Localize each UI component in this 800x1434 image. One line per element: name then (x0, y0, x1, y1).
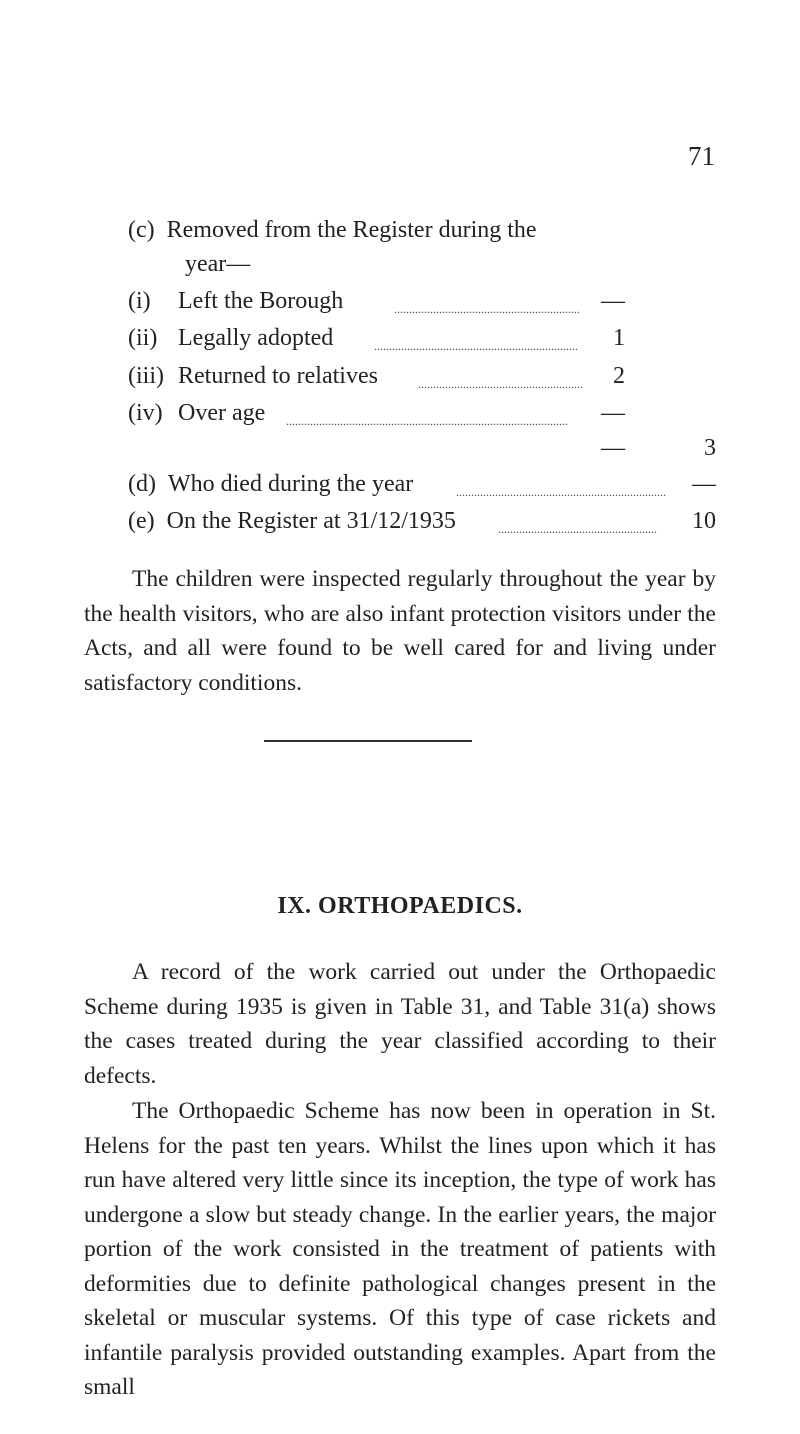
leader-dots: ..................................................... (498, 523, 657, 535)
section-c-heading (128, 215, 537, 245)
item-text: Legally adopted (178, 325, 334, 351)
section-d-value: — (692, 471, 716, 497)
subtotal-dash: — (601, 435, 625, 461)
section-e (128, 506, 456, 536)
item-value: 2 (613, 363, 625, 389)
page-number: 71 (688, 141, 715, 171)
section-c-item-ii (128, 323, 333, 353)
leader-dots: ...................................................................... (456, 486, 666, 498)
section-c-label: (c) (128, 217, 155, 243)
item-label: (i) (128, 288, 151, 314)
section-e-value: 10 (692, 508, 716, 534)
item-value: — (601, 288, 625, 314)
item-label: (iii) (128, 363, 164, 389)
paragraph-scheme: The Orthopaedic Scheme has now been in operation in St. Helens for the past ten years. Whilst the lines upon which it has run have altered very little since its inception, the type of work has undergone a slow but steady change. In the earlier years, the major portion of the work consisted in the treatment of patients with deformities due to definite pathological changes present in the skeletal or muscular systems. Of this type of case rickets and infantile paralysis provided outstanding examples. Apart from the small (84, 1098, 716, 1400)
section-c-item-iii (128, 361, 378, 391)
item-value: — (601, 400, 625, 426)
section-heading: IX. ORTHOPAEDICS. (277, 893, 523, 919)
item-text: Returned to relatives (178, 363, 378, 389)
paragraph-record: A record of the work carried out under the Orthopaedic Scheme during 1935 is given in Table 31, and Table 31(a) shows the cases treated during the year classified according to their defects. (84, 959, 716, 1089)
section-d-label: (d) (128, 471, 156, 497)
leader-dots: .............................................................................................. (286, 415, 568, 427)
section-d (128, 469, 413, 499)
paragraph-children: The children were inspected regularly throughout the year by the health visitors, who are also infant protection visitors under the Acts, and all were found to be well cared for and living under satisfactory conditions. (84, 566, 716, 696)
section-divider (264, 740, 472, 742)
item-label: (iv) (128, 400, 163, 426)
section-d-text: Who died during the year (167, 471, 414, 497)
section-c-item-iv (128, 398, 265, 428)
section-e-label: (e) (128, 508, 155, 534)
item-value: 1 (613, 325, 625, 351)
leader-dots: .................................................................... (374, 340, 578, 352)
leader-dots: .............................................................. (394, 303, 580, 315)
subtotal-value: 3 (704, 435, 716, 461)
section-c-text: Removed from the Register during the (166, 217, 537, 243)
section-e-text: On the Register at 31/12/1935 (166, 508, 456, 534)
item-text: Over age (178, 400, 266, 426)
leader-dots: ....................................................... (418, 378, 583, 390)
item-text: Left the Borough (178, 288, 344, 314)
section-c-item-i (128, 286, 343, 316)
item-label: (ii) (128, 325, 158, 351)
section-c-text-line2: year— (185, 251, 251, 277)
